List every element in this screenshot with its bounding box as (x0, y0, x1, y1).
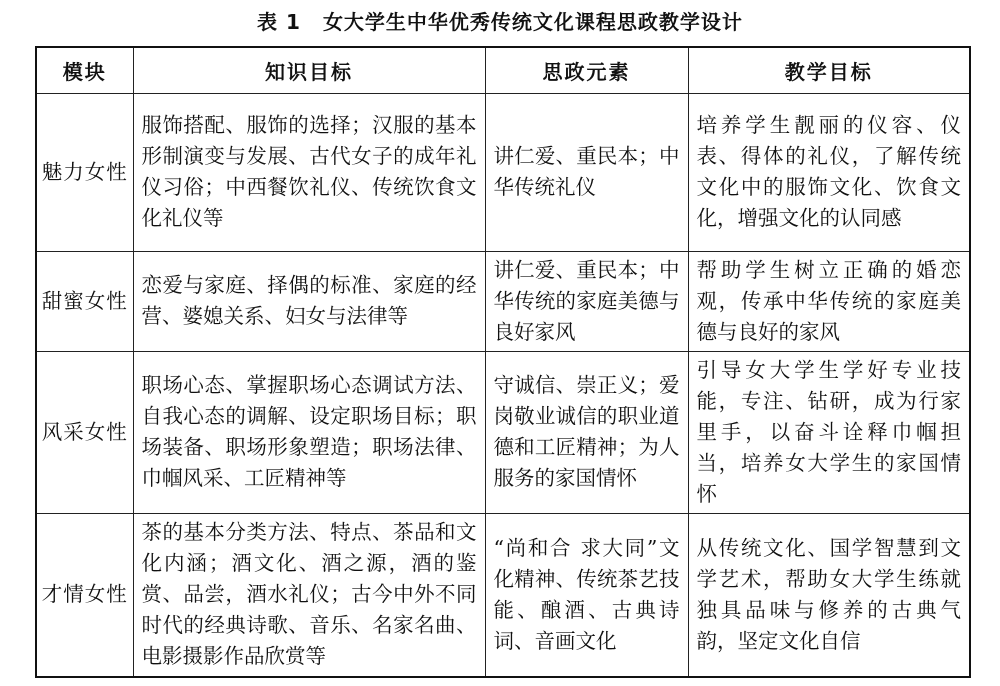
knowledge-cell: 服饰搭配、服饰的选择；汉服的基本形制演变与发展、古代女子的成年礼仪习俗；中西餐饮礼仪、传统饮食文化礼仪等 (133, 93, 485, 251)
module-cell: 才情女性 (36, 513, 133, 677)
goal-cell: 引导女大学生学好专业技能，专注、钻研，成为行家里手，以奋斗诠释巾帼担当，培养女大学生的家国情怀 (688, 351, 970, 513)
ideology-cell: “尚和合 求大同”文化精神、传统茶艺技能、酿酒、古典诗词、音画文化 (485, 513, 688, 677)
goal-cell: 培养学生靓丽的仪容、仪表、得体的礼仪，了解传统文化中的服饰文化、饮食文化，增强文化的认同感 (688, 93, 970, 251)
goal-cell: 帮助学生树立正确的婚恋观，传承中华传统的家庭美德与良好的家风 (688, 251, 970, 351)
table-caption (0, 6, 1000, 35)
header-module: 模块 (36, 47, 133, 93)
module-cell: 魅力女性 (36, 93, 133, 251)
header-ideology: 思政元素 (485, 47, 688, 93)
knowledge-cell: 恋爱与家庭、择偶的标准、家庭的经营、婆媳关系、妇女与法律等 (133, 251, 485, 351)
table-title: 女大学生中华优秀传统文化课程思政教学设计 (322, 10, 743, 34)
table-row (36, 251, 970, 351)
goal-cell: 从传统文化、国学智慧到文学艺术，帮助女大学生练就独具品味与修养的古典气韵，坚定文化自信 (688, 513, 970, 677)
header-goal: 教学目标 (688, 47, 970, 93)
table-row (36, 513, 970, 677)
header-knowledge: 知识目标 (133, 47, 485, 93)
ideology-cell: 讲仁爱、重民本；中华传统的家庭美德与良好家风 (485, 251, 688, 351)
module-cell: 甜蜜女性 (36, 251, 133, 351)
ideology-cell: 讲仁爱、重民本；中华传统礼仪 (485, 93, 688, 251)
course-design-table (35, 46, 971, 678)
knowledge-cell: 职场心态、掌握职场心态调试方法、自我心态的调解、设定职场目标；职场装备、职场形象塑造；职场法律、巾帼风采、工匠精神等 (133, 351, 485, 513)
table-row (36, 93, 970, 251)
table-header-row (36, 47, 970, 93)
table-row (36, 351, 970, 513)
ideology-cell: 守诚信、崇正义；爱岗敬业诚信的职业道德和工匠精神；为人服务的家国情怀 (485, 351, 688, 513)
knowledge-cell: 茶的基本分类方法、特点、茶品和文化内涵；酒文化、酒之源，酒的鉴赏、品尝，酒水礼仪；古今中外不同时代的经典诗歌、音乐、名家名曲、电影摄影作品欣赏等 (133, 513, 485, 677)
table-number: 表 1 (257, 10, 301, 34)
module-cell: 风采女性 (36, 351, 133, 513)
